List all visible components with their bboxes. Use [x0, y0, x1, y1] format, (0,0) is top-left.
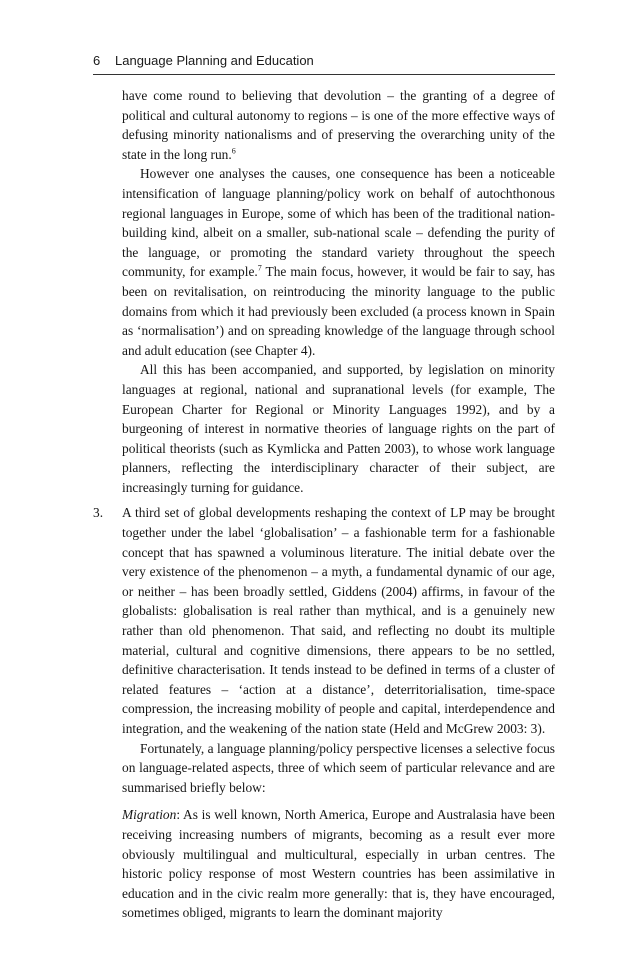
paragraph-text: The main focus, however, it would be fair to say, has been on revitalisation, on reintroducing the minority language to the public domains from which it had previously been excluded (a process known in Spain as ‘normalisation’) and on spreading knowledge of the language through school and adult education (see Chapter 4). [122, 264, 555, 358]
paragraph [122, 164, 555, 360]
footnote-marker: 6 [231, 146, 236, 156]
body-text [93, 86, 555, 923]
page-number: 6 [93, 53, 101, 68]
paragraph: All this has been accompanied, and supported, by legislation on minority languages at regional, national and supranational levels (for example, The European Charter for Regional or Minority Languages 1992), and by a burgeoning of interest in normative theories of language rights on the part of political theorists (such as Kymlicka and Patten 2003), to whose work language planners, reflecting the interdisciplinary character of their subject, are increasingly turning for guidance. [122, 362, 555, 495]
list-item [93, 503, 555, 922]
paragraph-text: have come round to believing that devolution – the granting of a degree of political and cultural autonomy to regions – is one of the more effective ways of defusing minority nationalisms and of preserving the overarching unity of the state in the long run. [122, 88, 555, 162]
footnote-marker: 7 [257, 263, 262, 273]
paragraph-text: However one analyses the causes, one consequence has been a noticeable intensification of language planning/policy work on behalf of autochthonous regional languages in Europe, some of which has been of the traditional nation-building kind, albeit on a smaller, sub-national scale – defending the purity of the language, or promoting the standard variety throughout the speech community, for example. [122, 166, 555, 280]
running-title: Language Planning and Education [115, 53, 314, 68]
paragraph: A third set of global developments reshaping the context of LP may be brought together under the label ‘globalisation’ – a fashionable term for a fashionable concept that has spawned a voluminous literature. The initial debate over the very existence of the phenomenon – a myth, a fundamental dynamic of our age, or neither – has been broadly settled, Giddens (2004) affirms, in favour of the globalists: globalisation is real rather than mythical, and is a genuinely new rather than old phenomenon. That said, and reflecting no doubt its multiple material, cultural and cognitive dimensions, there appears to be no settled, definitive characterisation. It tends instead to be defined in terms of a cluster of related features – ‘action at a distance’, deterritorialisation, time-space compression, the increasing mobility of people and capital, interdependence and integration, and the weakening of the nation state (Held and McGrew 2003: 3). [122, 505, 555, 736]
paragraph [122, 86, 555, 164]
running-header [93, 53, 554, 69]
paragraph [122, 805, 555, 923]
paragraph-text: : As is well known, North America, Europe and Australasia have been receiving increasing numbers of migrants, becoming as a result ever more obviously multilingual and multicultural, especially in urban centres. The historic policy response of most Western countries has been assimilative in education and in the civic realm more generally: that is, they have encouraged, sometimes obliged, migrants to learn the dominant majority [122, 807, 555, 921]
list-marker: 3. [93, 505, 104, 521]
paragraph: Fortunately, a language planning/policy perspective licenses a selective focus on language-related aspects, three of which seem of particular relevance and are summarised briefly below: [122, 740, 555, 795]
migration-heading: Migration [122, 807, 177, 823]
header-rule [93, 74, 555, 75]
